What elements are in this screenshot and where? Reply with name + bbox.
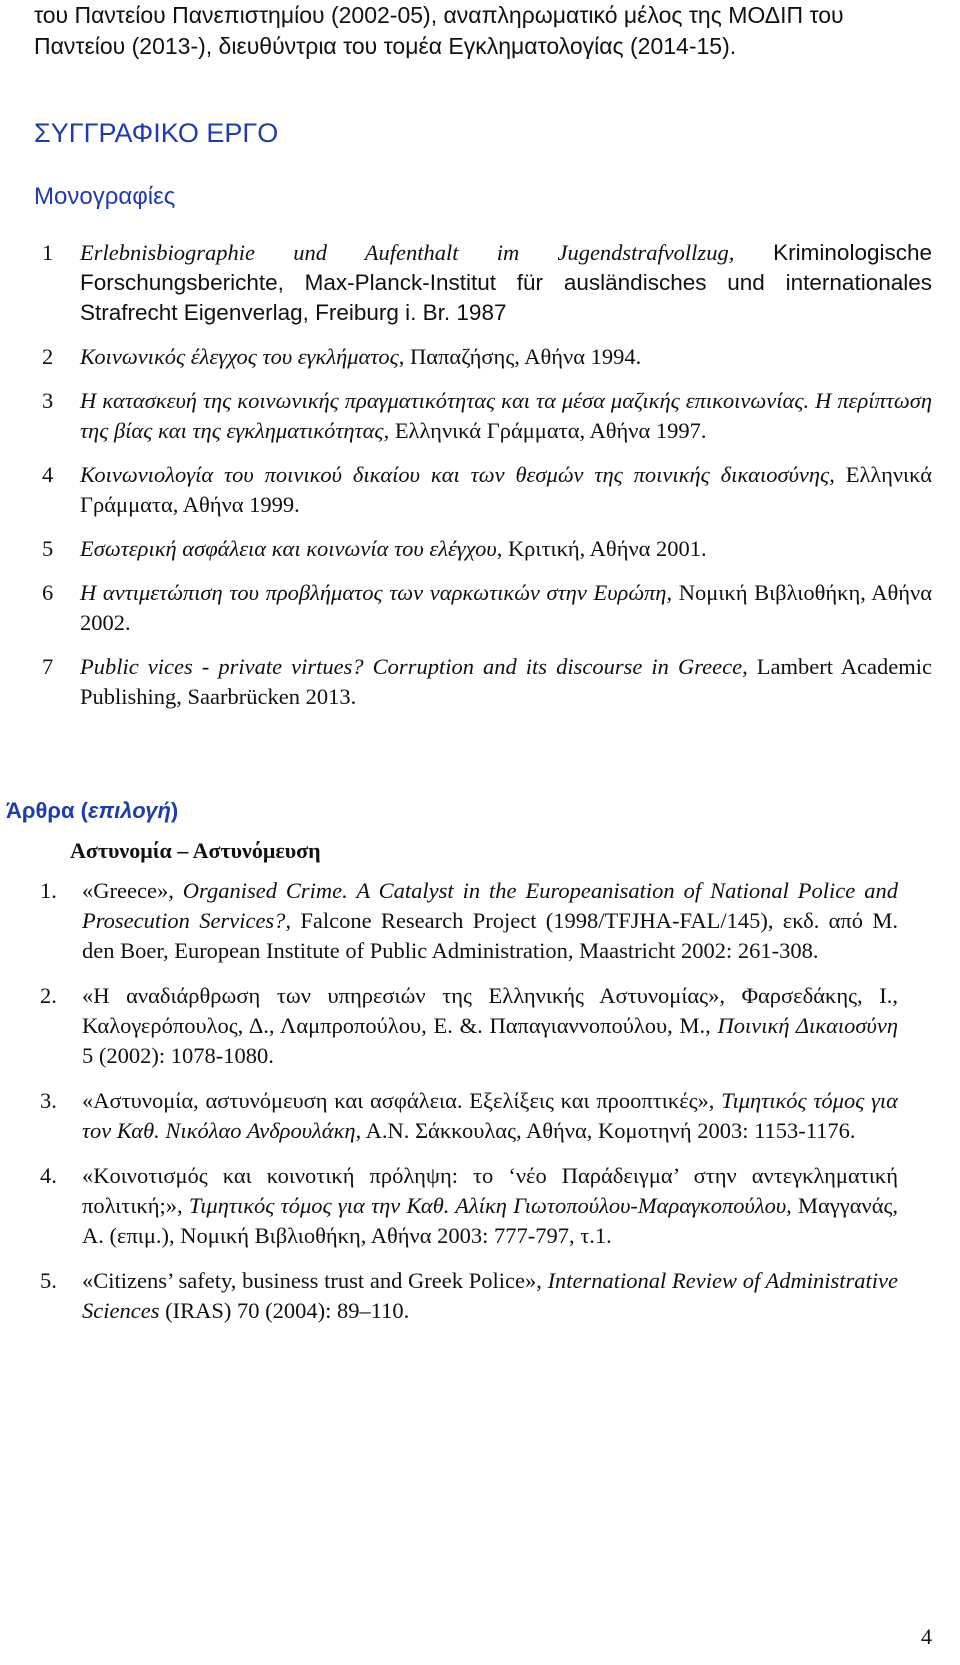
item-details: , Παπαζήσης, Αθήνα 1994. — [398, 344, 642, 369]
item-number: 4 — [42, 462, 54, 487]
articles-title-main: Άρθρα ( — [6, 798, 88, 823]
item-title: Ποινική Δικαιοσύνη — [717, 1013, 898, 1038]
item-number: 1 — [42, 240, 54, 265]
item-number: 3 — [42, 388, 54, 413]
item-details: , Κριτική, Αθήνα 2001. — [496, 536, 707, 561]
item-number: 4. — [40, 1163, 57, 1188]
list-item — [42, 386, 932, 446]
item-number: 3. — [40, 1088, 57, 1113]
item-title: Κοινωνικός έλεγχος του εγκλήματος — [80, 344, 399, 369]
item-title: Τιμητικός τόμος για την Καθ. Αλίκη Γιωτοπούλου-Μαραγκοπούλου, — [188, 1193, 792, 1218]
item-details: Kriminologische Forschungsberichte, Max-Planck-Institut für ausländisches und internationales Strafrecht Eigenverlag, Freiburg i. Br. 1987 — [80, 240, 932, 325]
item-number: 1. — [40, 878, 57, 903]
item-title: Κοινωνιολογία του ποινικού δικαίου και των θεσμών της ποινικής δικαιοσύνης — [80, 462, 830, 487]
list-item — [40, 1161, 898, 1251]
list-item — [42, 460, 932, 520]
item-details: (IRAS) 70 (2004): 89–110. — [159, 1298, 410, 1323]
articles-title — [6, 798, 178, 824]
page-number: 4 — [921, 1624, 932, 1649]
item-title: Εσωτερική ασφάλεια και κοινωνία του ελέγχου — [80, 536, 497, 561]
monographs-title: Μονογραφίες — [34, 183, 176, 210]
item-number: 5 — [42, 536, 54, 561]
item-number: 2 — [42, 344, 54, 369]
item-details: , Νομική Βιβλιοθήκη, Αθήνα 2002. — [80, 580, 933, 635]
list-item — [42, 534, 932, 564]
item-details: , Α.Ν. Σάκκουλας, Αθήνα, Κομοτηνή 2003: 1153-1176. — [355, 1118, 856, 1143]
monographs-list — [42, 238, 932, 726]
item-title: Η αντιμετώπιση του προβλήματος των ναρκωτικών στην Ευρώπη — [80, 580, 667, 605]
list-item — [40, 1266, 898, 1326]
item-details: , Lambert Academic Publishing, Saarbrücken 2013. — [80, 654, 932, 709]
list-item — [42, 652, 932, 712]
item-text: «Greece», — [82, 878, 183, 903]
item-details: , Falcone Research Project (1998/TFJHA-FAL/145), εκδ. από M. den Boer, European Institute of Public Administration, Maastricht 2002: 261-308. — [82, 908, 898, 963]
item-text: «Η αναδιάρθρωση των υπηρεσιών της Ελληνικής Αστυνομίας», Φαρσεδάκης, Ι., Καλογερόπουλος, Δ., Λαμπροπούλου, Ε. &. Παπαγιαννοπούλου, Μ., — [82, 983, 898, 1038]
articles-list — [40, 876, 898, 1341]
item-number: 6 — [42, 580, 54, 605]
item-details: , Ελληνικά Γράμματα, Αθήνα 1997. — [383, 418, 707, 443]
item-details: 5 (2002): 1078-1080. — [82, 1043, 274, 1068]
list-item — [42, 578, 932, 638]
item-number: 5. — [40, 1268, 57, 1293]
item-title: Public vices - private virtues? Corruption and its discourse in Greece — [80, 654, 743, 679]
list-item — [42, 238, 932, 328]
item-details: , Ελληνικά Γράμματα, Αθήνα 1999. — [80, 462, 933, 517]
item-text: «Κοινοτισμός και κοινοτική πρόληψη: το ‘νέο Παράδειγμα’ στην αντεγκληματική πολιτική;», — [82, 1163, 898, 1218]
item-number: 7 — [42, 654, 54, 679]
list-item — [40, 981, 898, 1071]
category-title: Αστυνομία – Αστυνόμευση — [70, 838, 321, 863]
item-title: Organised Crime. A Catalyst in the Europeanisation of National Police and Prosecution Services? — [82, 878, 898, 933]
item-text: «Αστυνομία, αστυνόμευση και ασφάλεια. Εξελίξεις και προοπτικές», — [82, 1088, 722, 1113]
item-text: «Citizens’ safety, business trust and Greek Police», — [82, 1268, 548, 1293]
articles-title-end: ) — [170, 798, 179, 823]
item-details: Μαγγανάς, Α. (επιμ.), Νομική Βιβλιοθήκη, Αθήνα 2003: 777-797, τ.1. — [82, 1193, 899, 1248]
item-number: 2. — [40, 983, 57, 1008]
list-item — [42, 342, 932, 372]
item-title: International Review of Administrative Sciences — [82, 1268, 898, 1323]
intro-paragraph: του Παντείου Πανεπιστημίου (2002-05), αναπληρωματικό μέλος της ΜΟΔΙΠ του Παντείου (2013-), διευθύντρια του τομέα Εγκληματολογίας (2014-15). — [34, 2, 844, 59]
item-title: Τιμητικός τόμος για τον Καθ. Νικόλαο Ανδρουλάκη — [82, 1088, 898, 1143]
item-title: Erlebnisbiographie und Aufenthalt im Jugendstrafvollzug, — [80, 240, 735, 265]
item-title: Η κατασκευή της κοινωνικής πραγματικότητας και τα μέσα μαζικής επικοινωνίας. Η περίπτωση της βίας και της εγκληματικότητας — [80, 388, 932, 443]
articles-title-italic: επιλογή — [87, 798, 171, 823]
list-item — [40, 876, 898, 966]
section-title: ΣΥΓΓΡΑΦΙΚΟ ΕΡΓΟ — [34, 118, 279, 148]
list-item — [40, 1086, 898, 1146]
